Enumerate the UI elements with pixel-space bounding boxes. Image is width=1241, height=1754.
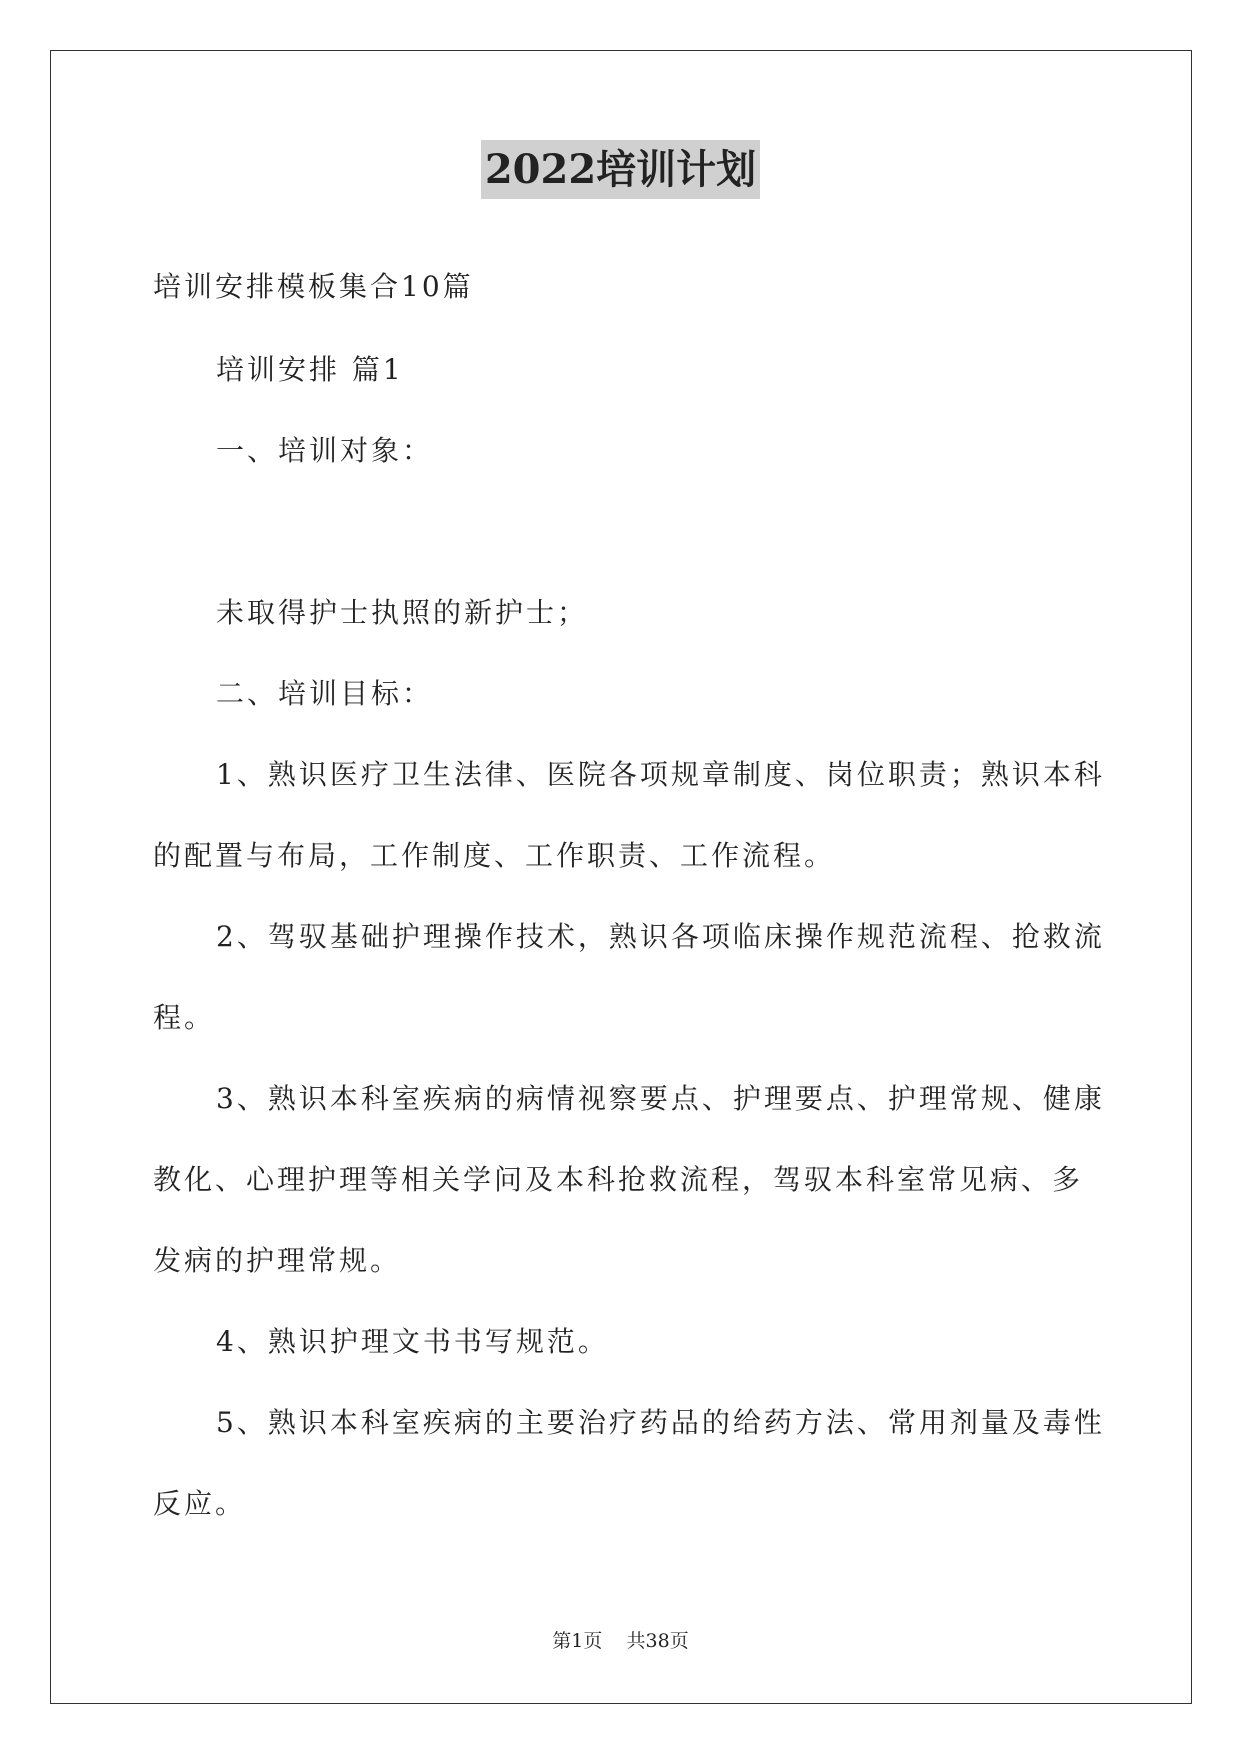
list-heading: 二、培训目标：: [216, 677, 434, 710]
document-title-block: [0, 146, 1241, 193]
paragraph-line: 教化、心理护理等相关学问及本科抢救流程，驾驭本科室常见病、多: [153, 1163, 1084, 1196]
document-title: 2022培训计划: [481, 140, 760, 199]
paragraph-line: 3、熟识本科室疾病的病情视察要点、护理要点、护理常规、健康: [216, 1082, 1105, 1115]
paragraph-line: 的配置与布局，工作制度、工作职责、工作流程。: [153, 839, 836, 872]
paragraph-line: 未取得护士执照的新护士；: [216, 596, 589, 629]
paragraph-line: 4、熟识护理文书书写规范。: [216, 1325, 609, 1358]
paragraph-line: 5、熟识本科室疾病的主要治疗药品的给药方法、常用剂量及毒性: [216, 1406, 1105, 1439]
paragraph-line: 发病的护理常规。: [153, 1244, 402, 1277]
paragraph-line: 反应。: [153, 1487, 247, 1520]
paragraph-line: 2、驾驭基础护理操作技术，熟识各项临床操作规范流程、抢救流: [216, 920, 1105, 953]
page-number-footer: 第1页 共38页: [552, 1630, 689, 1652]
section-heading: 培训安排 篇1: [216, 353, 404, 386]
document-subtitle: 培训安排模板集合10篇: [153, 270, 474, 303]
paragraph-line: 程。: [153, 1001, 216, 1034]
list-heading: 一、培训对象：: [216, 434, 434, 467]
paragraph-line: 1、熟识医疗卫生法律、医院各项规章制度、岗位职责；熟识本科: [216, 758, 1105, 791]
